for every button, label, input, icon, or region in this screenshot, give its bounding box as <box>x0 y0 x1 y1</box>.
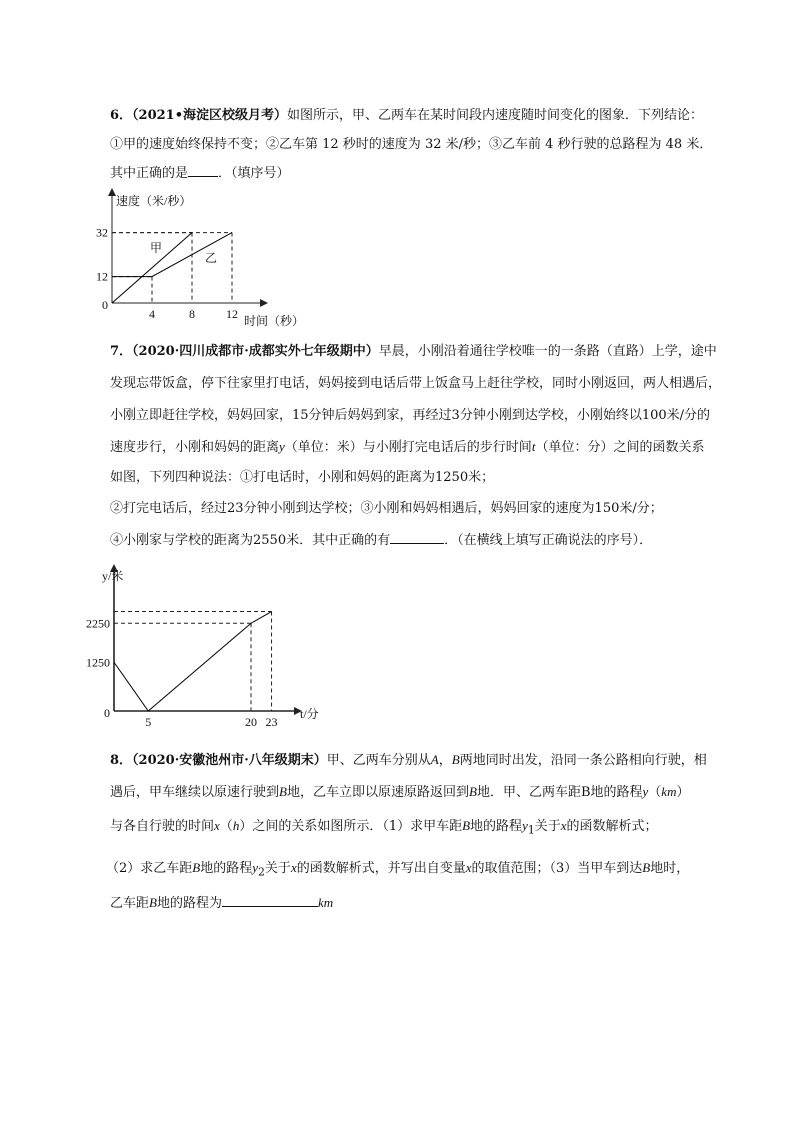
x-axis-label: 时间（秒） <box>244 314 305 328</box>
q7-text: ．（在横线上填写正确说法的序号）． <box>444 533 653 548</box>
q7-text: （单位：分）之间的函数关系 <box>535 440 705 455</box>
y-tick-label: 32 <box>96 225 108 240</box>
q8-text: 地的路程 <box>200 861 253 876</box>
q8-text: 地．甲、乙两车距B地的路程 <box>476 785 643 800</box>
var-y1: y <box>522 818 528 833</box>
q7-text: 早晨，小刚沿着通往学校唯一的一条路（直路）上学，途中 <box>378 344 717 359</box>
q7-text: ④小刚家与学校的距离为2550米．其中正确的有 <box>110 533 391 548</box>
q8-text: 遇后，甲车继续以原速行驶到 <box>110 785 280 800</box>
var-t: t <box>531 439 536 454</box>
q8-text: 的函数解析式，并写出自变量 <box>296 861 466 876</box>
series-label: 甲 <box>150 241 163 255</box>
var-B: B <box>279 784 287 799</box>
q7-line3: 小刚立即赶往学校，妈妈回家，15分钟后妈妈到家，再经过3分钟小刚到达学校，小刚始终以100米/分的 <box>110 408 711 423</box>
q6-text: 其中正确的是 <box>110 166 189 181</box>
q6-source: （2021•海淀区校级月考） <box>132 108 288 123</box>
q8-number: 8． <box>110 753 133 768</box>
var-B: B <box>451 752 460 767</box>
q8-text: 关于 <box>534 819 561 834</box>
subscript: 2 <box>258 865 265 879</box>
var-x: x <box>465 860 472 875</box>
x-tick-label: 12 <box>226 307 238 321</box>
q6-text: 如图所示，甲、乙两车在某时间段内速度随时间变化的图象．下列结论： <box>287 108 704 123</box>
q7-line2: 发现忘带饭盒，停下往家里打电话，妈妈接到电话后带上饭盒马上赶往学校，同时小刚返回，两人相遇后， <box>110 376 722 391</box>
q7-number: 7． <box>110 344 133 359</box>
q7-line6: ②打完电话后，经过23分钟小刚到达学校；③小刚和妈妈相遇后，妈妈回家的速度为150米/分； <box>110 501 663 516</box>
y-tick-label: 1250 <box>86 655 110 670</box>
q7-text: （单位：米）与小刚打完电话后的步行时间 <box>284 440 532 455</box>
origin-label: 0 <box>102 298 108 312</box>
q8-text: 地，乙车立即以原速原路返回到 <box>286 785 469 800</box>
var-B: B <box>192 860 201 875</box>
q6-line2: ①甲的速度始终保持不变；②乙车第 12 秒时的速度为 32 米/秒；③乙车前 4 秒行驶的总路程为 48 米． <box>110 137 713 152</box>
q8-text: （ <box>648 785 662 800</box>
q8-text: 地的路程 <box>470 819 523 834</box>
q8-text: ， <box>438 753 452 768</box>
x-tick-label: 23 <box>265 715 278 729</box>
x-tick-label: 4 <box>149 307 155 321</box>
x-tick-label: 8 <box>189 307 195 321</box>
q8-text: （ <box>219 819 233 834</box>
var-B: B <box>468 784 477 799</box>
q8-text: ）之间的关系如图所示．（1）求甲车距 <box>239 819 463 834</box>
var-y: y <box>279 439 285 454</box>
q8-text: 与各自行驶的时间 <box>110 819 215 834</box>
y-axis-arrow-icon <box>108 188 116 196</box>
q6-text: ．（填序号） <box>218 166 290 181</box>
x-tick-label: 5 <box>145 715 152 729</box>
q8-text: 两地同时出发，沿同一条公路相向行驶，相 <box>459 753 707 768</box>
y-axis-label: y/米 <box>102 569 124 583</box>
q8-text: 关于 <box>264 861 291 876</box>
q8-text: ） <box>676 785 690 800</box>
unit-h: h <box>232 818 240 833</box>
x-axis-label: t/分 <box>300 707 319 721</box>
var-y2: y <box>252 860 259 875</box>
series-label: 乙 <box>205 251 218 265</box>
var-B: B <box>642 860 651 875</box>
q7-source: （2020·四川成都市·成都实外七年级期中） <box>132 344 379 359</box>
q6-number: 6． <box>110 108 133 123</box>
y-tick-label: 12 <box>96 269 108 284</box>
origin-label: 0 <box>104 706 110 720</box>
q8-text: 乙车距 <box>110 896 150 911</box>
q8-text: （2）求乙车距 <box>106 861 193 876</box>
var-A: A <box>430 752 439 767</box>
q7-text: 速度步行，小刚和妈妈的距离 <box>110 440 280 455</box>
var-y: y <box>642 784 649 799</box>
subscript: 1 <box>527 823 535 837</box>
var-B: B <box>149 895 157 910</box>
y-axis-label: 速度（米/秒） <box>116 194 192 208</box>
unit-km: km <box>317 895 334 910</box>
y-tick-label: 2250 <box>86 616 110 631</box>
series-line-distance <box>114 612 272 711</box>
var-B: B <box>462 818 471 833</box>
q8-text: 地时， <box>650 861 690 876</box>
x-axis-arrow-icon <box>260 299 268 307</box>
q8-text: 地的路程为 <box>156 896 222 911</box>
q8-source: （2020·安徽池州市·八年级期末） <box>132 753 327 768</box>
q7-line5: 如图，下列四种说法：①打电话时，小刚和妈妈的距离为1250米； <box>110 470 495 485</box>
x-tick-label: 20 <box>245 715 257 729</box>
var-x: x <box>214 818 220 833</box>
q8-text: 的取值范围；（3）当甲车到达 <box>471 861 643 876</box>
q8-text: 甲、乙两车分别从 <box>326 753 431 768</box>
var-x: x <box>560 818 567 833</box>
var-x: x <box>290 860 297 875</box>
unit-km: km <box>661 784 677 799</box>
q8-text: 的函数解析式； <box>566 819 658 834</box>
